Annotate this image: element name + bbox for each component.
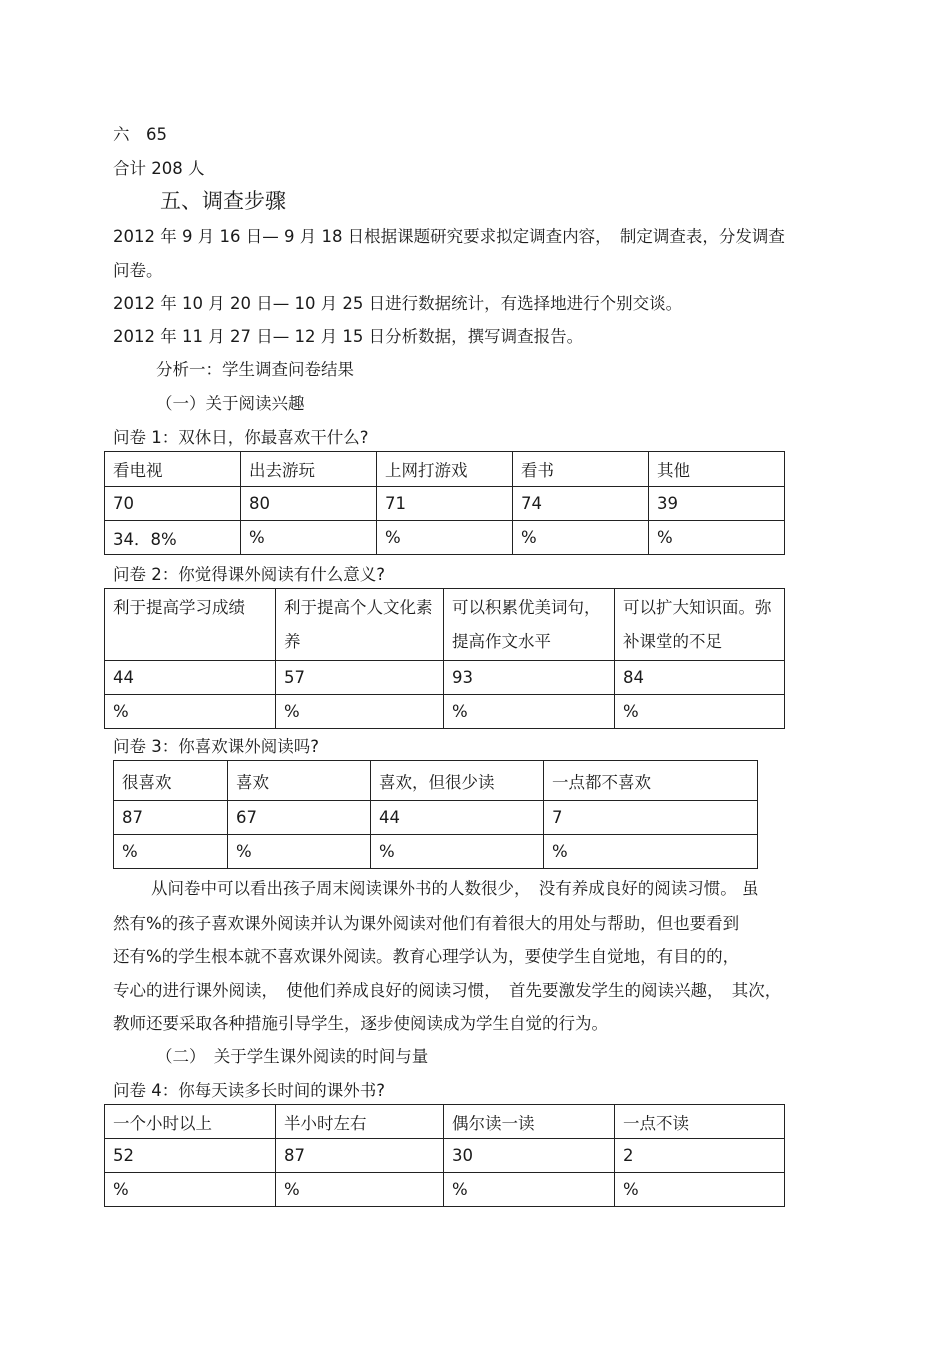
q1-header-cell: 看电视 [105, 452, 241, 487]
q3-table [113, 760, 758, 869]
q4-header-cell: 一点不读 [615, 1105, 785, 1139]
q3-count-cell: 7 [544, 801, 758, 835]
q1-count-cell: 74 [513, 487, 649, 521]
q4-count-cell: 2 [615, 1139, 785, 1173]
q1-percent-cell: % [513, 521, 649, 555]
step-line-3: 2012 年 11 月 27 日— 12 月 15 日分析数据，撰写调查报告。 [113, 327, 584, 346]
q4-header-cell: 半小时左右 [276, 1105, 444, 1139]
q3-count-row [114, 801, 758, 835]
line-grade-six: 六 65 [113, 125, 167, 144]
q2-percent-cell: % [444, 695, 615, 729]
q2-header-cell: 可以积累优美词句，提高作文水平 [444, 589, 615, 661]
paragraph-line-1: 从问卷中可以看出孩子周末阅读课外书的人数很少， 没有养成良好的阅读习惯。 虽 [151, 879, 759, 898]
q1-percent-cell: % [377, 521, 513, 555]
q4-percent-cell: % [444, 1173, 615, 1207]
q3-header-cell: 喜欢 [228, 761, 371, 801]
q2-table [104, 588, 785, 729]
subsection-1-title: （一）关于阅读兴趣 [156, 394, 305, 413]
q1-percent-cell: % [649, 521, 785, 555]
q2-percent-cell: % [105, 695, 276, 729]
subsection-2-title: （二） 关于学生课外阅读的时间与量 [156, 1047, 429, 1066]
q4-count-cell: 87 [276, 1139, 444, 1173]
q3-header-cell: 一点都不喜欢 [544, 761, 758, 801]
line-total: 合计 208 人 [113, 159, 205, 178]
q1-percent-row [105, 521, 785, 555]
q2-count-cell: 93 [444, 661, 615, 695]
q3-percent-cell: % [371, 835, 544, 869]
q1-count-cell: 71 [377, 487, 513, 521]
q1-percent-cell: 34．8% [105, 521, 241, 555]
step-line-1-cont: 问卷。 [113, 261, 163, 280]
q3-percent-row [114, 835, 758, 869]
q3-header-cell: 喜欢，但很少读 [371, 761, 544, 801]
q3-count-cell: 44 [371, 801, 544, 835]
q3-count-cell: 67 [228, 801, 371, 835]
q1-count-cell: 80 [241, 487, 377, 521]
q2-percent-cell: % [276, 695, 444, 729]
q1-header-cell: 看书 [513, 452, 649, 487]
q3-percent-cell: % [228, 835, 371, 869]
q2-percent-cell: % [615, 695, 785, 729]
q1-question: 问卷 1：双休日，你最喜欢干什么? [113, 428, 369, 447]
q3-percent-cell: % [114, 835, 228, 869]
q4-percent-row [105, 1173, 785, 1207]
q3-count-cell: 87 [114, 801, 228, 835]
paragraph-line-4: 专心的进行课外阅读， 使他们养成良好的阅读习惯， 首先要激发学生的阅读兴趣， 其次， [113, 981, 782, 1000]
q4-count-cell: 30 [444, 1139, 615, 1173]
q1-header-cell: 出去游玩 [241, 452, 377, 487]
q4-header-cell: 偶尔读一读 [444, 1105, 615, 1139]
q4-percent-cell: % [615, 1173, 785, 1207]
q4-table [104, 1104, 785, 1207]
q4-header-row [105, 1105, 785, 1139]
q2-question: 问卷 2：你觉得课外阅读有什么意义? [113, 565, 386, 584]
q2-percent-row [105, 695, 785, 729]
q2-count-cell: 44 [105, 661, 276, 695]
q4-header-cell: 一个小时以上 [105, 1105, 276, 1139]
q2-count-row [105, 661, 785, 695]
q2-header-cell: 利于提高个人文化素养 [276, 589, 444, 661]
q2-count-cell: 84 [615, 661, 785, 695]
q1-header-row [105, 452, 785, 487]
q3-header-cell: 很喜欢 [114, 761, 228, 801]
q4-percent-cell: % [276, 1173, 444, 1207]
q3-percent-cell: % [544, 835, 758, 869]
q4-count-cell: 52 [105, 1139, 276, 1173]
q1-header-cell: 其他 [649, 452, 785, 487]
q1-percent-cell: % [241, 521, 377, 555]
q2-count-cell: 57 [276, 661, 444, 695]
step-line-1: 2012 年 9 月 16 日— 9 月 18 日根据课题研究要求拟定调查内容， 制定调查表，分发调查 [113, 227, 785, 246]
q3-question: 问卷 3：你喜欢课外阅读吗? [113, 737, 320, 756]
q4-percent-cell: % [105, 1173, 276, 1207]
q1-count-cell: 39 [649, 487, 785, 521]
q1-count-cell: 70 [105, 487, 241, 521]
step-line-2: 2012 年 10 月 20 日— 10 月 25 日进行数据统计，有选择地进行个别交谈。 [113, 294, 683, 313]
q1-header-cell: 上网打游戏 [377, 452, 513, 487]
q3-header-row [114, 761, 758, 801]
analysis-title: 分析一：学生调查问卷结果 [156, 360, 354, 379]
section-heading-5: 五、调查步骤 [160, 189, 286, 213]
paragraph-line-2: 然有%的孩子喜欢课外阅读并认为课外阅读对他们有着很大的用处与帮助，但也要看到 [113, 914, 740, 933]
paragraph-line-3: 还有%的学生根本就不喜欢课外阅读。教育心理学认为，要使学生自觉地，有目的的， [113, 947, 740, 966]
q4-count-row [105, 1139, 785, 1173]
q1-count-row [105, 487, 785, 521]
paragraph-line-5: 教师还要采取各种措施引导学生，逐步使阅读成为学生自觉的行为。 [113, 1014, 608, 1033]
q2-header-cell: 可以扩大知识面。弥补课堂的不足 [615, 589, 785, 661]
q2-header-cell: 利于提高学习成绩 [105, 589, 276, 661]
q2-header-row [105, 589, 785, 661]
q1-table [104, 451, 785, 555]
q4-question: 问卷 4：你每天读多长时间的课外书? [113, 1081, 386, 1100]
